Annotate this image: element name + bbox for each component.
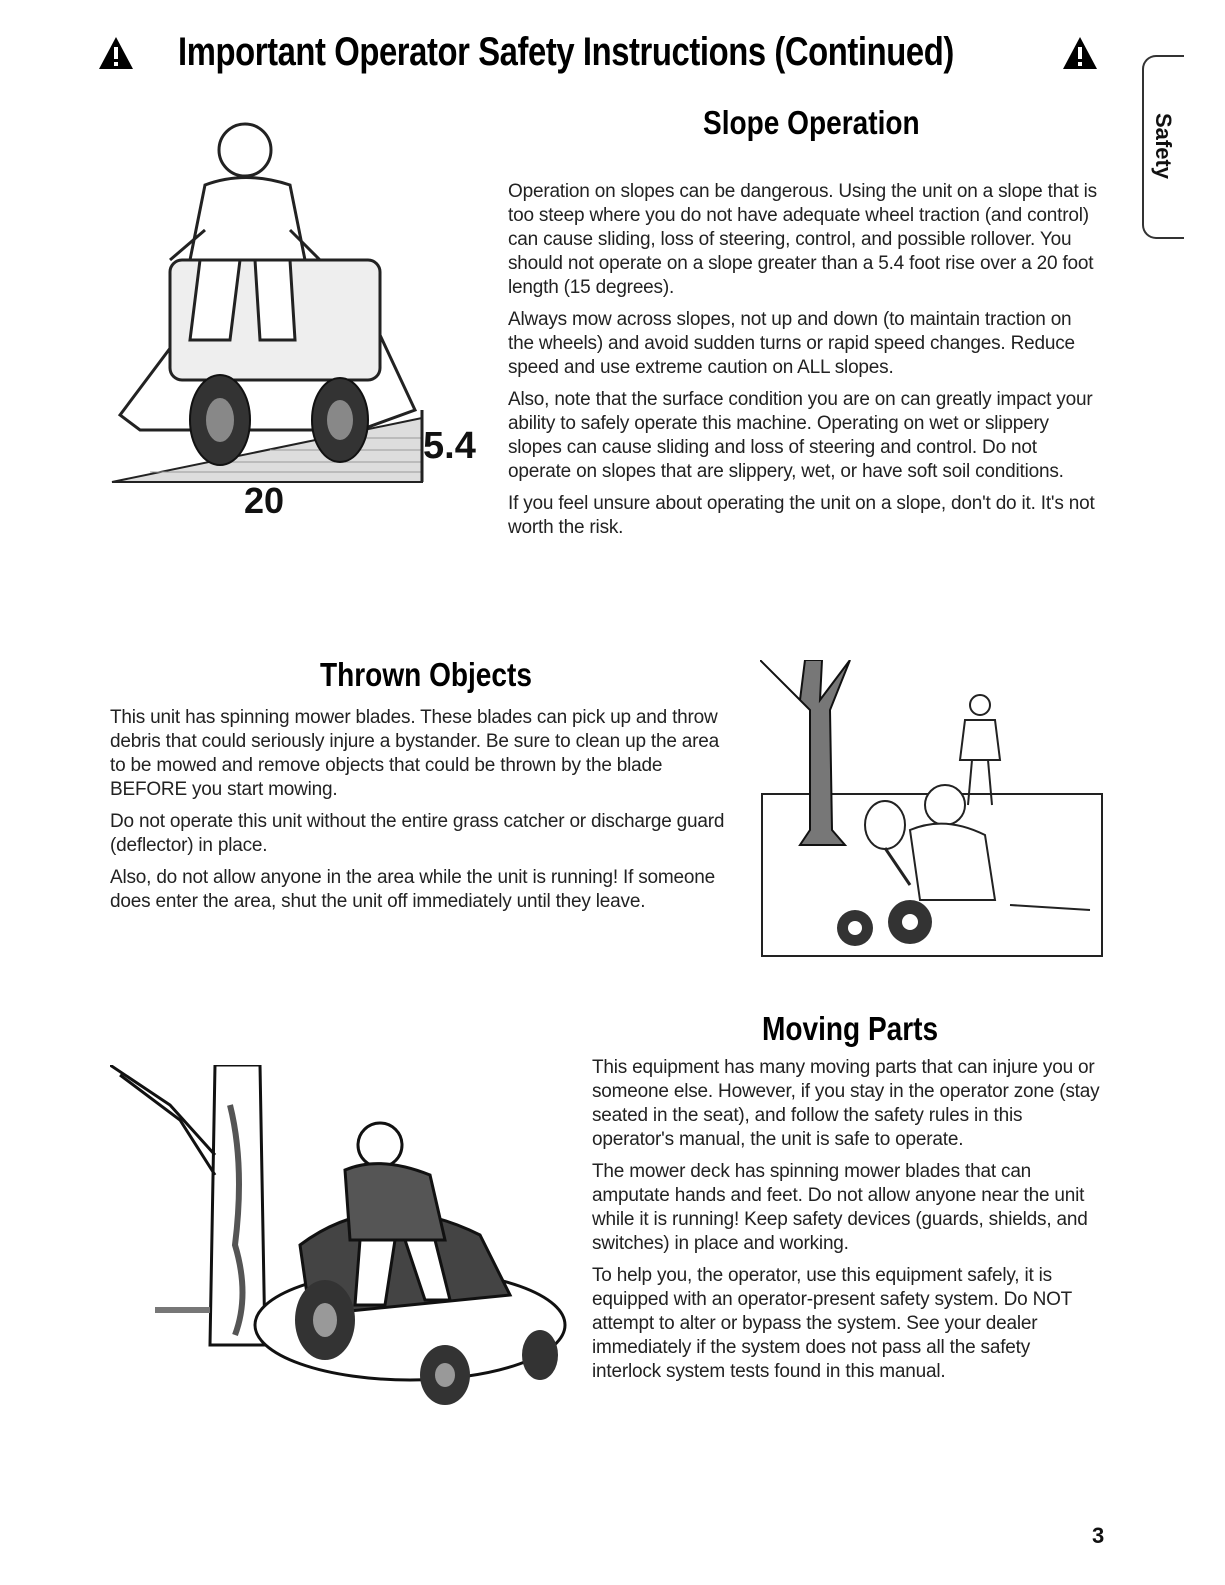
page-number: 3 xyxy=(1092,1523,1105,1548)
slope-paragraph: If you feel unsure about operating the unit on a slope, don't do it. It's not worth the risk. xyxy=(508,493,1095,538)
warning-icon-right xyxy=(1062,36,1098,70)
slope-paragraph: Operation on slopes can be dangerous. Using the unit on a slope that is too steep where you do not have adequate wheel traction (and control) can cause sliding, loss of steering, control, and possible rollover. You should not operate on a slope greater than a 5.4 foot rise over a 20 foot length (15 degrees). xyxy=(508,181,1097,298)
slope-paragraph: Always mow across slopes, not up and down (to maintain traction on the wheels) and avoid sudden turns or rapid speed changes. Reduce speed and use extreme caution on ALL slopes. xyxy=(508,309,1075,378)
page-title: Important Operator Safety Instructions (Continued) xyxy=(178,30,954,74)
bystander-illustration xyxy=(760,660,1105,960)
section-tab-label: Safety xyxy=(1151,112,1177,180)
thrown-paragraph: Also, do not allow anyone in the area while the unit is running! If someone does enter the area, shut the unit off immediately until they leave. xyxy=(110,867,715,912)
moving-paragraph: To help you, the operator, use this equipment safely, it is equipped with an operator-present safety system. Do NOT attempt to alter or bypass the system. See your dealer immediately if the system does not pass all the safety interlock system tests found in this manual. xyxy=(592,1265,1072,1382)
slope-rise-label: 5.4 xyxy=(423,425,476,467)
slope-paragraph: Also, note that the surface condition you are on can greatly impact your ability to safely operate this machine. Operating on wet or slippery slopes can cause sliding and loss of steering and control. Do not operate on slopes that are slippery, wet, or have soft soil conditions. xyxy=(508,389,1093,482)
thrown-objects-body xyxy=(110,706,732,922)
moving-parts-title: Moving Parts xyxy=(762,1010,939,1047)
warning-icon-left xyxy=(98,36,134,70)
moving-paragraph: The mower deck has spinning mower blades that can amputate hands and feet. Do not allow anyone near the unit while it is running! Keep safety devices (guards, shields, and switches) in place and working. xyxy=(592,1161,1088,1254)
slope-illustration xyxy=(110,110,440,510)
slope-operation-title: Slope Operation xyxy=(703,104,920,141)
thrown-objects-title: Thrown Objects xyxy=(320,656,532,693)
thrown-paragraph: Do not operate this unit without the entire grass catcher or discharge guard (deflector) in place. xyxy=(110,811,725,856)
mower-tree-illustration xyxy=(110,1065,580,1410)
thrown-paragraph: This unit has spinning mower blades. These blades can pick up and throw debris that could seriously injure a bystander. Be sure to clean up the area to be mowed and remove objects that could be thrown by the blade BEFORE you start mowing. xyxy=(110,707,720,800)
section-tab-label-wrap xyxy=(1146,96,1180,196)
slope-length-label: 20 xyxy=(244,480,285,521)
moving-paragraph: This equipment has many moving parts that can injure you or someone else. However, if you stay in the operator zone (stay seated in the seat), and follow the safety rules in this operator's manual, the unit is safe to operate. xyxy=(592,1057,1100,1150)
slope-operation-body xyxy=(508,180,1100,548)
moving-parts-body xyxy=(592,1056,1102,1392)
